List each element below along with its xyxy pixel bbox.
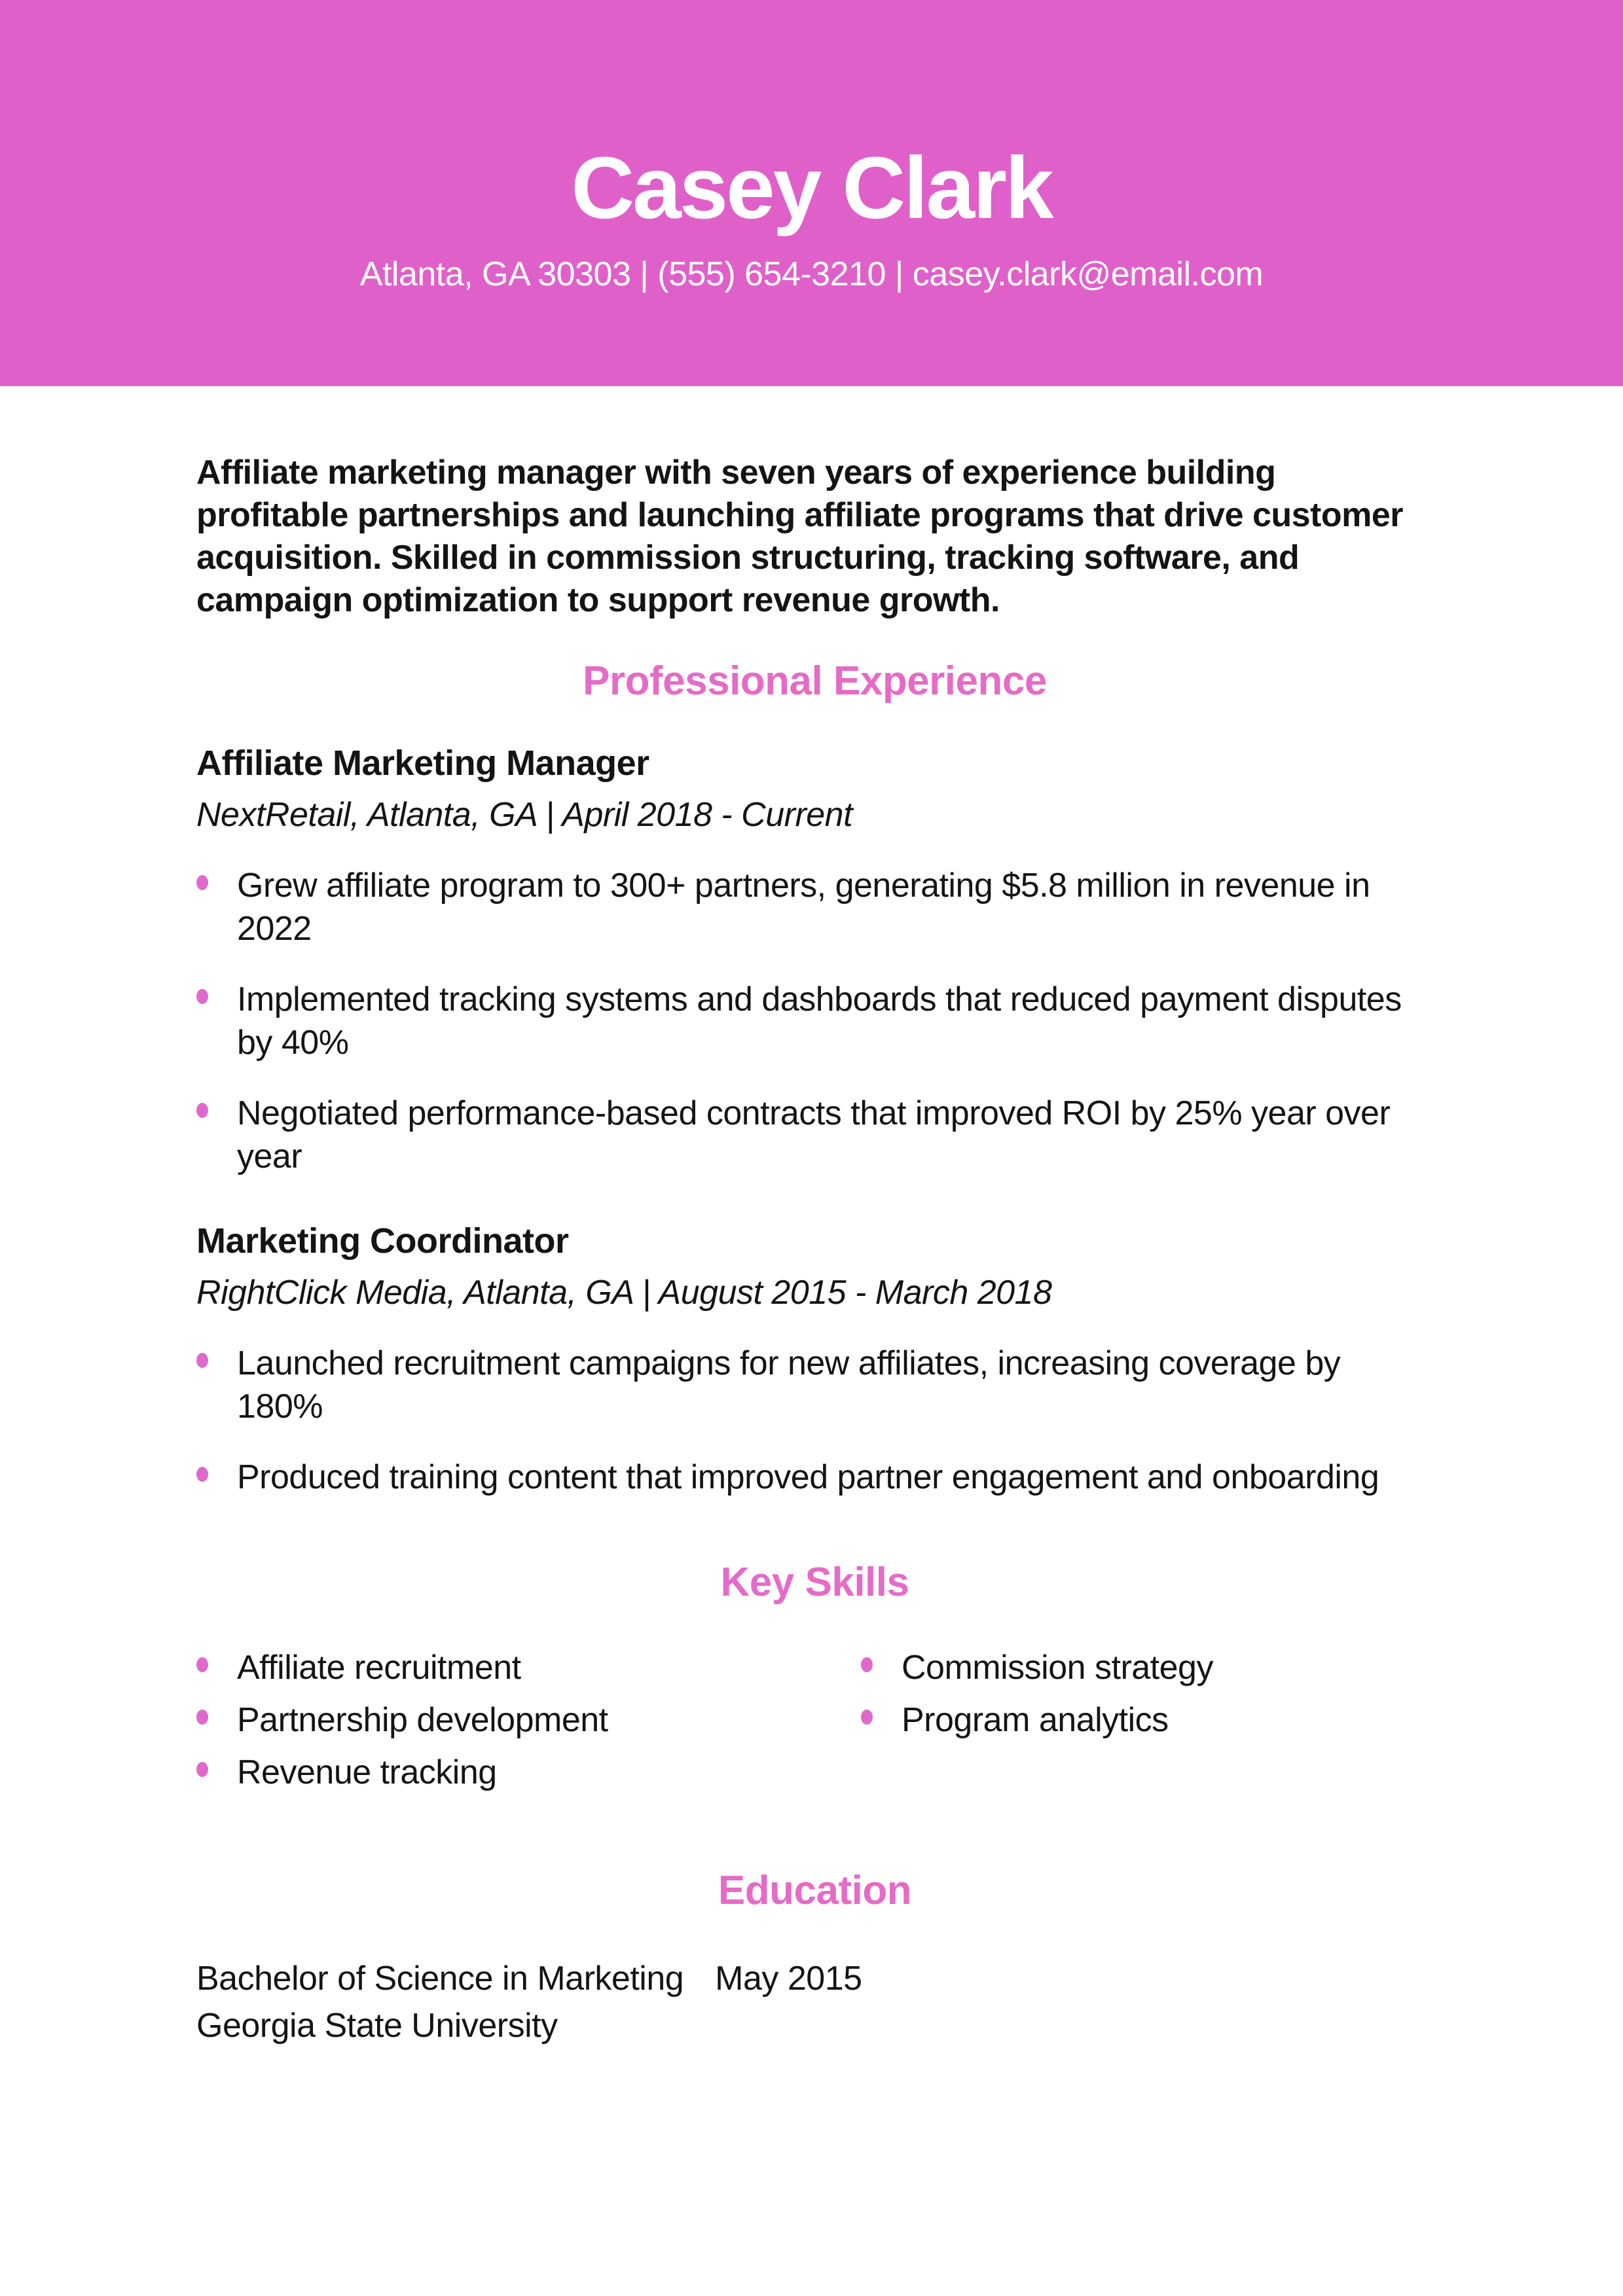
skill-text: Affiliate recruitment <box>237 1648 521 1687</box>
bullet-dot-icon <box>196 875 208 890</box>
bullet-item <box>196 1092 1433 1178</box>
skill-text: Commission strategy <box>902 1648 1213 1687</box>
skill-item <box>861 1698 1433 1742</box>
bullet-dot-icon <box>196 1467 208 1482</box>
candidate-name: Casey Clark <box>571 139 1052 237</box>
skill-text: Program analytics <box>902 1700 1169 1739</box>
job-entry-2 <box>196 1220 1433 1499</box>
bullet-dot-icon <box>196 1710 208 1725</box>
school-name: Georgia State University <box>196 2007 558 2045</box>
skills-columns <box>196 1646 1433 1794</box>
job-meta: NextRetail, Atlanta, GA | April 2018 - Current <box>196 795 853 834</box>
bullet-dot-icon <box>861 1657 873 1672</box>
bullet-dot-icon <box>861 1710 873 1725</box>
contact-line: Atlanta, GA 30303 | (555) 654-3210 | casey.clark@email.com <box>359 255 1264 293</box>
skill-item <box>861 1646 1433 1689</box>
job-title: Affiliate Marketing Manager <box>196 744 649 783</box>
bullet-dot-icon <box>196 1762 208 1777</box>
bullet-dot-icon <box>196 1103 208 1118</box>
summary-paragraph: Affiliate marketing manager with seven years of experience building profitable partnerships and launching affiliate programs that drive customer acquisition. Skilled in commission structuring, tracking software, and campaign optimization to support revenue growth. <box>196 454 1404 619</box>
skill-text: Revenue tracking <box>237 1753 497 1791</box>
graduation-date: May 2015 <box>715 1959 862 1998</box>
job-entry-1 <box>196 742 1433 1178</box>
bullet-text: Negotiated performance-based contracts that improved ROI by 25% year over year <box>237 1094 1391 1175</box>
resume-header <box>0 0 1623 386</box>
bullet-item <box>196 978 1433 1064</box>
bullet-text: Launched recruitment campaigns for new affiliates, increasing coverage by 180% <box>237 1344 1341 1426</box>
skill-item <box>196 1751 861 1794</box>
job-bullet-list <box>196 1342 1433 1499</box>
bullet-text: Implemented tracking systems and dashboards that reduced payment disputes by 40% <box>237 980 1402 1062</box>
bullet-dot-icon <box>196 1657 208 1672</box>
education-degree-row <box>196 1957 1433 2000</box>
section-heading-skills: Key Skills <box>720 1559 909 1605</box>
job-bullet-list <box>196 864 1433 1178</box>
bullet-item <box>196 1342 1433 1428</box>
job-meta: RightClick Media, Atlanta, GA | August 2015 - March 2018 <box>196 1273 1052 1312</box>
job-title: Marketing Coordinator <box>196 1221 569 1261</box>
bullet-dot-icon <box>196 1353 208 1368</box>
bullet-text: Grew affiliate program to 300+ partners, generating $5.8 million in revenue in 2022 <box>237 866 1370 948</box>
skill-item <box>196 1698 861 1742</box>
skills-list-left <box>196 1646 861 1794</box>
skill-text: Partnership development <box>237 1700 608 1739</box>
skill-item <box>196 1646 861 1689</box>
bullet-item <box>196 1456 1433 1499</box>
bullet-dot-icon <box>196 989 208 1004</box>
bullet-text: Produced training content that improved partner engagement and onboarding <box>237 1458 1379 1496</box>
resume-body <box>0 452 1623 2047</box>
section-heading-experience: Professional Experience <box>583 658 1047 704</box>
skills-list-right <box>861 1646 1433 1794</box>
bullet-item <box>196 864 1433 950</box>
degree-name: Bachelor of Science in Marketing <box>196 1959 684 1998</box>
section-heading-education: Education <box>718 1867 912 1913</box>
